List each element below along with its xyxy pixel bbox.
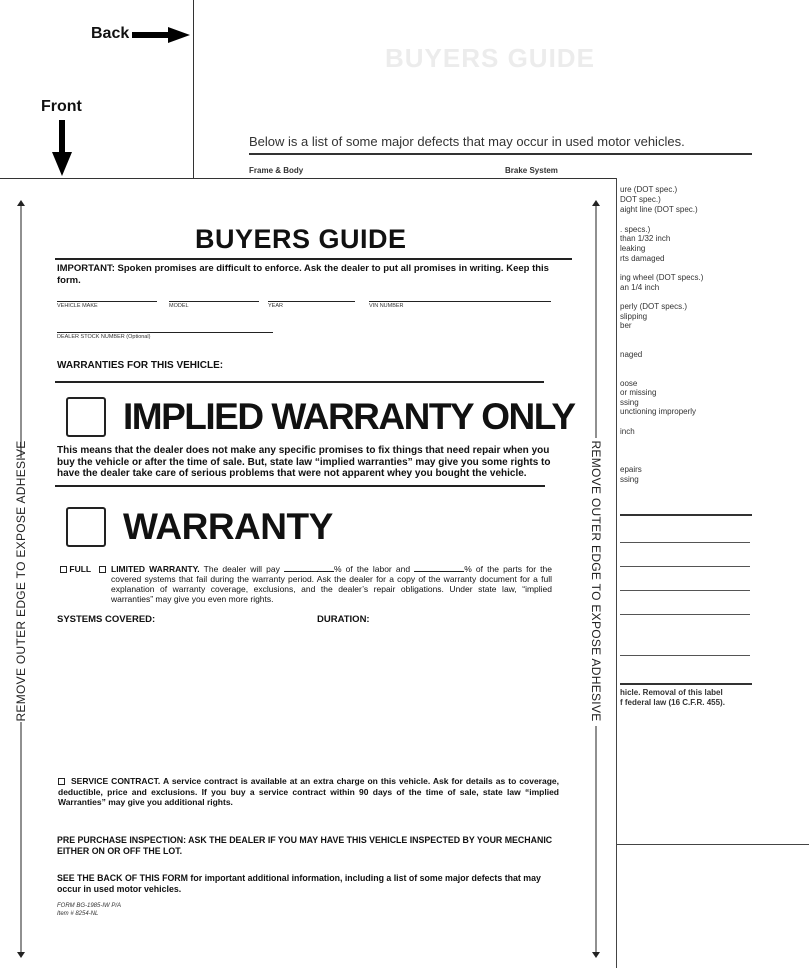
back-fragment: epairs [620, 465, 642, 474]
side-guide-left-bottom [16, 722, 26, 960]
back-fragment: oose [620, 379, 638, 388]
side-guide-left-top [16, 200, 26, 460]
limited-warranty-option[interactable] [99, 564, 552, 604]
back-blank-line [620, 614, 750, 615]
implied-warranty-heading: IMPLIED WARRANTY ONLY [123, 396, 575, 437]
service-contract-text: SERVICE CONTRACT. A service contract is available at an extra charge on this vehicle. Ask for details as to coverage, deductible, price and exclusions. If you buy a service contract within 90 days of the time of sale, state law “implied Warranties” may give you additional rights. [58, 776, 559, 807]
down-arrow-icon [52, 120, 72, 178]
back-blank-line [620, 566, 750, 567]
important-notice: IMPORTANT: Spoken promises are difficult to enforce. Ask the dealer to put all promises in writing. Keep this form. [57, 263, 549, 286]
back-fragment: inch [620, 427, 635, 436]
service-contract-checkbox[interactable] [58, 778, 65, 785]
year-field[interactable] [268, 292, 355, 309]
back-fragment: DOT spec.) [620, 195, 661, 204]
back-fragment: ssing [620, 398, 639, 407]
back-fragment: unctioning improperly [620, 407, 697, 416]
limited-label: LIMITED WARRANTY. [111, 564, 200, 574]
back-fragment: or missing [620, 388, 657, 397]
duration-label: DURATION: [317, 614, 370, 625]
back-fragment: ber [620, 321, 632, 330]
model-field[interactable] [169, 292, 259, 309]
right-arrow-icon [132, 27, 192, 43]
full-checkbox[interactable] [60, 566, 67, 573]
limited-text-part1: The dealer will pay [203, 564, 280, 574]
back-fragment: perly (DOT specs.) [620, 302, 687, 311]
systems-covered-label: SYSTEMS COVERED: [57, 614, 156, 625]
implied-warranty-checkbox[interactable] [66, 397, 106, 437]
back-fragment: than 1/32 inch [620, 234, 671, 243]
form-number: FORM BG-1985-IW P/A [57, 903, 122, 909]
back-fragment: . specs.) [620, 225, 651, 234]
limited-checkbox[interactable] [99, 566, 106, 573]
service-contract-option[interactable] [58, 776, 559, 808]
back-column-frame-body: Frame & Body [249, 166, 304, 175]
back-notice-fragment: f federal law (16 C.F.R. 455). [620, 698, 725, 707]
back-fragment: slipping [620, 312, 648, 321]
back-rule-thick [620, 683, 752, 685]
back-divider [249, 153, 752, 155]
limited-warranty-text [99, 564, 552, 604]
back-defects-intro: Below is a list of some major defects that may occur in used motor vehicles. [249, 134, 685, 149]
model-caption: MODEL [169, 303, 189, 309]
vehicle-make-field[interactable] [57, 292, 157, 309]
warranty-heading: WARRANTY [123, 506, 333, 547]
item-number: Item # 8254-NL [57, 910, 99, 917]
back-blank-line [620, 542, 750, 543]
limited-text-part3: % of the parts for the covered systems that fail during the warranty period. Ask the dealer for a copy of the warranty document for a full explanation of warranty coverage, exclusions, and the dealer’s repair obligations. Under state law, “implied warranties” may give you even more rights. [111, 564, 552, 604]
back-fragment: ssing [620, 475, 639, 484]
limited-text-part2: % of the labor and [333, 564, 411, 574]
back-fragment: ing wheel (DOT specs.) [620, 273, 704, 282]
back-fragment: aight line (DOT spec.) [620, 205, 698, 214]
back-fragment: naged [620, 350, 643, 359]
back-blank-line [620, 655, 750, 656]
stock-number-caption: DEALER STOCK NUMBER (Optional) [57, 334, 151, 340]
full-label: FULL [69, 564, 92, 574]
back-blank-line [620, 590, 750, 591]
form-title: BUYERS GUIDE [195, 224, 407, 254]
see-back-text: SEE THE BACK OF THIS FORM for important additional information, including a list of some major defects that may occur in used motor vehicles. [57, 873, 541, 894]
warranties-rule [55, 381, 544, 383]
back-notice-fragment: hicle. Removal of this label [620, 688, 723, 697]
parts-percent-blank[interactable] [414, 571, 464, 572]
year-caption: YEAR [268, 303, 283, 309]
back-rule-thick [620, 514, 752, 516]
prepurchase-inspection-text: PRE PURCHASE INSPECTION: ASK THE DEALER IF YOU MAY HAVE THIS VEHICLE INSPECTED BY YOUR MECHANIC EITHER ON OR OFF THE LOT. [57, 835, 553, 856]
implied-rule [55, 485, 545, 487]
adhesive-instruction-right: REMOVE OUTER EDGE TO EXPOSE ADHESIVE [589, 440, 603, 722]
back-fragment: ure (DOT spec.) [620, 185, 678, 194]
back-fragment: rts damaged [620, 254, 665, 263]
form-identifier [57, 903, 121, 918]
warranties-label: WARRANTIES FOR THIS VEHICLE: [57, 360, 224, 371]
title-rule [55, 258, 572, 260]
adhesive-instruction-left: REMOVE OUTER EDGE TO EXPOSE ADHESIVE [14, 440, 28, 722]
full-warranty-option[interactable] [60, 564, 91, 574]
implied-warranty-description: This means that the dealer does not make any specific promises to fix things that need repair when you buy the vehicle or after the time of sale. But, state law “implied warranties” may give you some rights to have the dealer take care of serious problems that were not apparent whey you bought the vehicle. [57, 445, 551, 479]
back-column-brake-system: Brake System [505, 166, 558, 175]
back-fragment: leaking [620, 244, 646, 253]
vehicle-make-caption: VEHICLE MAKE [57, 303, 98, 309]
back-label: Back [91, 25, 130, 42]
vin-caption: VIN NUMBER [369, 303, 404, 309]
warranty-checkbox[interactable] [66, 507, 106, 547]
page-edge [616, 178, 617, 968]
vin-field[interactable] [369, 292, 551, 309]
labor-percent-blank[interactable] [284, 571, 334, 572]
back-fragment: an 1/4 inch [620, 283, 660, 292]
back-ghost-heading: BUYERS GUIDE [385, 43, 595, 73]
stock-number-field[interactable] [57, 323, 273, 340]
front-label: Front [41, 98, 82, 115]
side-guide-right-top [591, 200, 601, 440]
side-guide-right-bottom [591, 726, 601, 960]
